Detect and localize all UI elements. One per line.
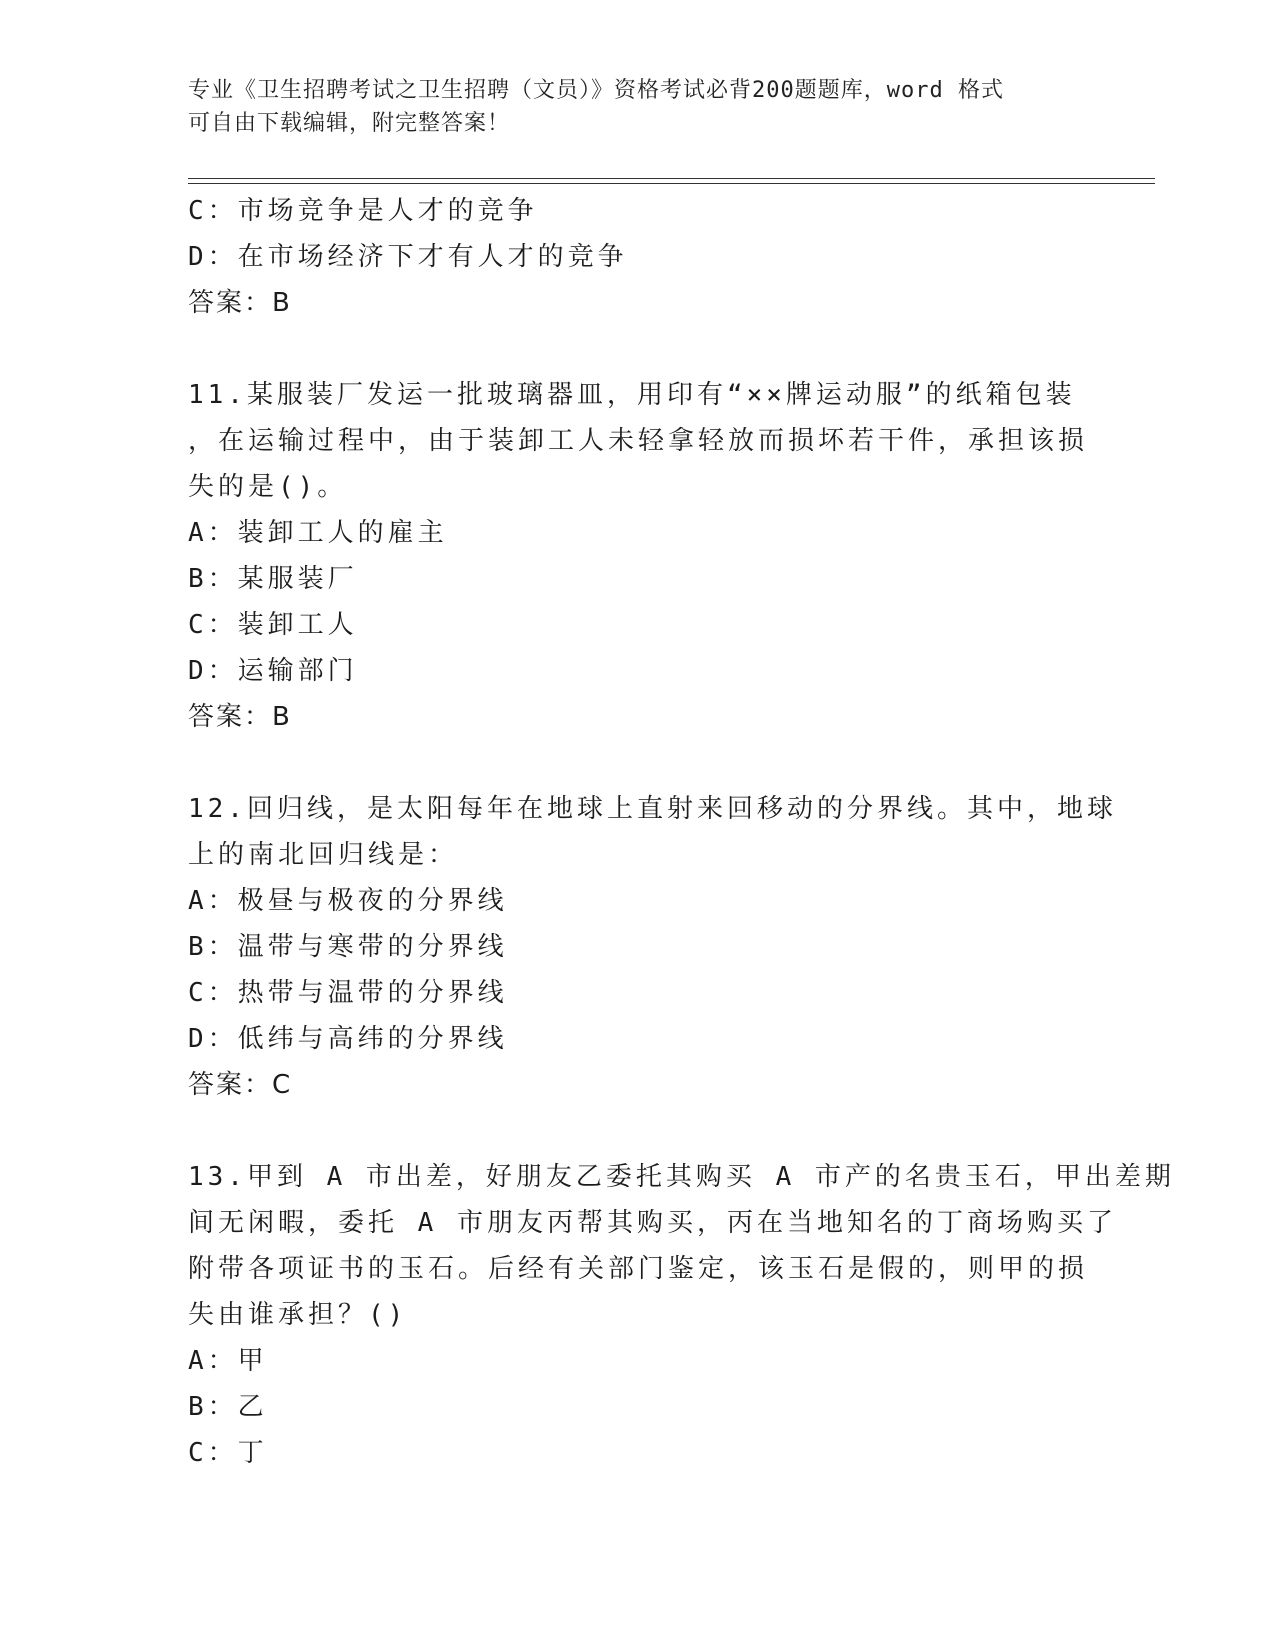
header-divider-bottom [188, 183, 1155, 184]
option-b: B：某服装厂 [188, 564, 358, 594]
header-line-2: 可自由下载编辑，附完整答案！ [188, 111, 511, 136]
question-stem-line: 12.回归线，是太阳每年在地球上直射来回移动的分界线。其中，地球 [188, 794, 1117, 824]
spacer [188, 1108, 1068, 1154]
question-stem-line: 间无闲暇，委托 A 市朋友丙帮其购买，丙在当地知名的丁商场购买了 [188, 1208, 1117, 1238]
spacer [188, 326, 1068, 372]
question-12 [188, 786, 1117, 1108]
option-a: A：极昼与极夜的分界线 [188, 886, 508, 916]
option-a: A：甲 [188, 1346, 268, 1376]
answer-label: 答案：C [188, 1070, 293, 1100]
answer-label: 答案：B [188, 288, 292, 318]
question-stem-line: 上的南北回归线是： [188, 840, 459, 870]
option-d: D：低纬与高纬的分界线 [188, 1024, 508, 1054]
option-c: C：装卸工人 [188, 610, 358, 640]
document-header [188, 74, 1068, 140]
question-stem-line: 失的是()。 [188, 472, 348, 502]
option-a: A：装卸工人的雇主 [188, 518, 448, 548]
question-stem-line: 11.某服装厂发运一批玻璃器皿，用印有“××牌运动服”的纸箱包装 [188, 380, 1076, 410]
header-line-1: 专业《卫生招聘考试之卫生招聘（文员）》资格考试必背200题题库，word 格式 [188, 78, 1004, 103]
question-13 [188, 1154, 1175, 1476]
question-10-tail [188, 188, 1068, 326]
header-divider-top [188, 178, 1155, 179]
question-stem-line: ，在运输过程中，由于装卸工人未轻拿轻放而损坏若干件，承担该损 [188, 426, 1089, 456]
question-stem-line: 失由谁承担？() [188, 1300, 408, 1330]
question-11 [188, 372, 1089, 740]
option-c: C：市场竞争是人才的竞争 [188, 196, 538, 226]
question-content [188, 188, 1175, 1476]
spacer [188, 740, 1068, 786]
option-c: C：热带与温带的分界线 [188, 978, 508, 1008]
question-stem-line: 13.甲到 A 市出差，好朋友乙委托其购买 A 市产的名贵玉石，甲出差期 [188, 1162, 1175, 1192]
answer-label: 答案：B [188, 702, 292, 732]
option-d: D：在市场经济下才有人才的竞争 [188, 242, 628, 272]
option-d: D：运输部门 [188, 656, 358, 686]
question-stem-line: 附带各项证书的玉石。后经有关部门鉴定，该玉石是假的，则甲的损 [188, 1254, 1089, 1284]
option-c: C：丁 [188, 1438, 268, 1468]
option-b: B：温带与寒带的分界线 [188, 932, 508, 962]
option-b: B：乙 [188, 1392, 268, 1422]
